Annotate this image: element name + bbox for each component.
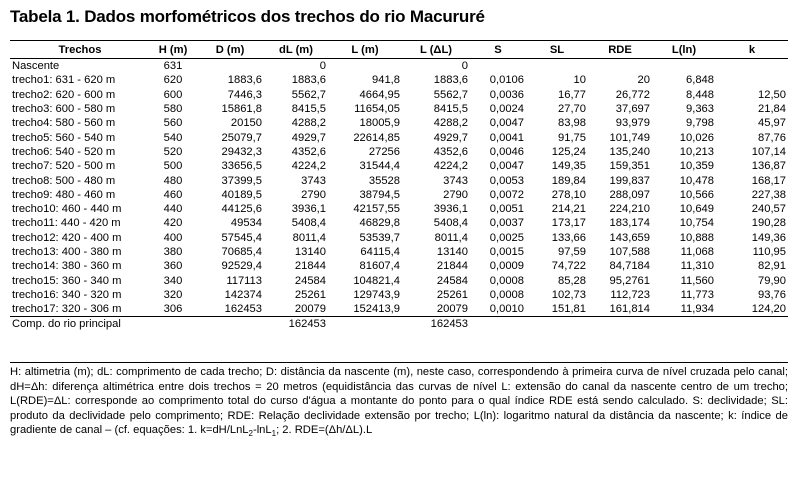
table-cell: 480 — [163, 174, 183, 187]
table-cell: 11654,05 — [354, 103, 400, 116]
table-row — [10, 145, 788, 159]
table-cell: 0,0008 — [489, 288, 524, 301]
table-cell: 85,28 — [558, 274, 586, 287]
table-cell: 10,649 — [679, 203, 714, 216]
table-cell: 125,24 — [551, 145, 586, 158]
table-cell: 104821,4 — [353, 274, 400, 287]
table-cell: 57545,4 — [221, 231, 262, 244]
row-label: trecho11: 440 - 420 m — [12, 217, 121, 230]
notes-tail: ; 2. RDE=(Δh/ΔL).L — [276, 424, 373, 437]
table-cell: 560 — [163, 117, 183, 130]
table-cell: 136,87 — [751, 160, 786, 173]
column-header: SL — [526, 41, 588, 59]
column-header: Trechos — [10, 41, 150, 59]
table-cell: 91,75 — [558, 131, 586, 144]
table-cell: 540 — [163, 131, 183, 144]
column-header: L (ΔL) — [402, 41, 470, 59]
row-label: trecho9: 480 - 460 m — [12, 188, 116, 201]
row-label: trecho3: 600 - 580 m — [12, 103, 116, 116]
table-row — [10, 130, 788, 144]
column-header: L(ln) — [652, 41, 716, 59]
table-cell: 143,659 — [609, 231, 650, 244]
table-cell: 214,21 — [551, 203, 586, 216]
table-cell: 10,213 — [679, 145, 714, 158]
table-cell: 4352,6 — [291, 145, 326, 158]
table-cell: 33656,5 — [221, 160, 262, 173]
table-cell: 0,0106 — [489, 74, 524, 87]
table-cell: 320 — [163, 288, 183, 301]
row-label: trecho1: 631 - 620 m — [12, 74, 116, 87]
row-label: trecho6: 540 - 520 m — [12, 145, 116, 158]
table-cell: 46829,8 — [359, 217, 400, 230]
table-row — [10, 273, 788, 287]
table-cell: 18005,9 — [359, 117, 400, 130]
table-cell: 87,76 — [758, 131, 786, 144]
table-cell: 38794,5 — [359, 188, 400, 201]
table-cell: 24584 — [436, 274, 468, 287]
table-cell: 74,722 — [551, 260, 586, 273]
table-row — [10, 73, 788, 87]
table-cell: 306 — [163, 303, 183, 316]
table-row — [10, 245, 788, 259]
table-cell: 13140 — [294, 246, 326, 258]
table-cell: 0,0051 — [489, 203, 524, 216]
table-cell: 4224,2 — [433, 160, 468, 173]
table-cell — [470, 317, 526, 332]
table-cell: 37399,5 — [221, 174, 262, 187]
table-cell: 107,14 — [751, 145, 786, 158]
table-cell: 7446,3 — [227, 88, 262, 101]
table-cell: 0,0046 — [489, 145, 524, 158]
table-row — [10, 88, 788, 102]
table-cell: 24584 — [294, 274, 326, 287]
table-row — [10, 231, 788, 245]
table-cell: 380 — [163, 246, 183, 258]
table-cell: 159,351 — [609, 160, 650, 173]
table-row — [10, 259, 788, 273]
row-label: trecho2: 620 - 600 m — [12, 88, 116, 101]
table-cell — [196, 59, 264, 74]
table-cell: 173,17 — [551, 217, 586, 230]
table-cell: 520 — [163, 145, 183, 158]
table-cell: 0,0015 — [489, 246, 524, 258]
table-cell: 0,0010 — [489, 303, 524, 316]
table-cell: 4929,7 — [291, 131, 326, 144]
table-cell: 11,560 — [680, 274, 714, 287]
table-cell: 0,0009 — [489, 260, 524, 273]
table-cell: 102,73 — [551, 288, 586, 301]
table-cell: 25261 — [436, 288, 468, 301]
table-cell: 35528 — [368, 174, 400, 187]
table-cell: 278,10 — [551, 188, 586, 201]
table-cell — [150, 317, 196, 332]
column-header: L (m) — [328, 41, 402, 59]
table-cell: 183,174 — [609, 217, 650, 230]
table-cell: 340 — [163, 274, 183, 287]
table-cell: 21,84 — [758, 103, 786, 116]
table-cell: 4929,7 — [433, 131, 468, 144]
table-cell: 42157,55 — [353, 203, 400, 216]
row-label: trecho15: 360 - 340 m — [12, 274, 122, 287]
column-header: k — [716, 41, 788, 59]
table-row — [10, 216, 788, 230]
table-cell: 0,0041 — [489, 131, 524, 144]
table-cell: 2790 — [443, 188, 468, 201]
table-cell: 15861,8 — [221, 103, 262, 116]
table-cell: 1883,6 — [291, 74, 326, 87]
row-label: trecho7: 520 - 500 m — [12, 160, 116, 173]
table-cell: 82,91 — [758, 260, 786, 273]
notes-mid: -lnL — [252, 424, 272, 437]
table-cell: 101,749 — [609, 131, 650, 144]
table-cell: 26,772 — [615, 88, 650, 101]
table-cell: 10,478 — [679, 174, 714, 187]
column-header: D (m) — [196, 41, 264, 59]
table-cell: 21844 — [294, 260, 326, 273]
table-cell: 149,36 — [751, 231, 786, 244]
table-cell: 93,979 — [615, 117, 650, 130]
table-cell: 117113 — [226, 274, 262, 287]
table-cell: 8011,4 — [292, 231, 326, 244]
table-cell: 81607,4 — [359, 260, 400, 273]
table-cell: 8,448 — [686, 88, 714, 101]
table-cell: 31544,4 — [359, 160, 400, 173]
table-cell — [652, 59, 716, 74]
morphometric-table — [10, 40, 788, 332]
table-row — [10, 202, 788, 216]
table-cell: 3743 — [443, 174, 468, 187]
table-cell: 400 — [163, 231, 183, 244]
table-cell: 8415,5 — [291, 103, 326, 116]
table-cell: 420 — [163, 217, 183, 230]
table-cell: 20079 — [436, 303, 468, 316]
table-cell: 27,70 — [558, 103, 586, 116]
table-cell: 6,848 — [686, 74, 714, 87]
table-cell: 70685,4 — [221, 246, 262, 258]
row-label: Nascente — [12, 60, 60, 73]
table-cell: 1883,6 — [433, 74, 468, 87]
table-title: Tabela 1. Dados morfométricos dos trechos do rio Macururé — [10, 7, 485, 26]
table-cell: 92529,4 — [221, 260, 262, 273]
table-cell: 0 — [461, 60, 468, 73]
table-row — [10, 59, 788, 74]
table-cell: 0,0008 — [489, 274, 524, 287]
table-cell: 620 — [163, 74, 183, 87]
row-label: trecho16: 340 - 320 m — [12, 288, 122, 301]
table-cell: 27256 — [368, 145, 400, 158]
table-cell: 20079 — [294, 303, 326, 316]
table-cell: 0,0037 — [489, 217, 524, 230]
table-cell: 25261 — [294, 288, 326, 301]
row-label: trecho5: 560 - 540 m — [12, 131, 116, 144]
table-row — [10, 116, 788, 130]
notes-sub-1: 1 — [271, 429, 277, 439]
table-cell: 29432,3 — [221, 145, 262, 158]
row-label: trecho13: 400 - 380 m — [12, 246, 122, 258]
table-cell: 37,697 — [615, 103, 650, 116]
table-cell: 112,723 — [610, 288, 650, 301]
column-header: H (m) — [150, 41, 196, 59]
table-cell: 0 — [319, 60, 326, 73]
table-cell — [588, 59, 652, 74]
table-cell: 8415,5 — [433, 103, 468, 116]
table-cell — [328, 317, 402, 332]
table-cell — [716, 317, 788, 332]
table-cell: 95,2761 — [609, 274, 650, 287]
table-row — [10, 159, 788, 173]
table-cell: 10 — [573, 74, 586, 87]
table-cell: 10,888 — [679, 231, 714, 244]
table-cell: 11,310 — [680, 260, 714, 273]
table-cell: 240,57 — [751, 203, 786, 216]
table-cell: 79,90 — [758, 274, 786, 287]
table-cell: 0,0047 — [489, 117, 524, 130]
table-cell: 4352,6 — [433, 145, 468, 158]
table-cell: 9,363 — [686, 103, 714, 116]
notes-text: H: altimetria (m); dL: comprimento de cada trecho; D: distância da nascente (m), neste caso, correspondendo à primeira curva de nível cruzada pelo canal; dH=Δh: diferença altimétrica entre dois trechos = 20 metros (equidistância das curvas de nível L: extensão do canal da nascente centro de um trecho; L(RDE)=ΔL: corresponde ao comprimento total do curso d'água a montante do ponto para o qual índice RDE está sendo calculado. S: declividade; SL: produto da declividade pelo comprimento; RDE: Relação declividade extensão por trecho; L(ln): logaritmo natural da distância da nascente; k: índice de gradiente de canal – (cf. equações: 1. k=dH/LnL — [10, 366, 788, 437]
table-cell: 580 — [163, 103, 183, 116]
column-header: dL (m) — [264, 41, 328, 59]
table-cell: 152413,9 — [353, 303, 400, 316]
table-cell — [716, 73, 788, 87]
column-header: S — [470, 41, 526, 59]
table-cell: 20 — [637, 74, 650, 87]
table-cell: 1883,6 — [227, 74, 262, 87]
table-cell: 161,814 — [609, 303, 650, 316]
table-cell — [328, 59, 402, 74]
table-cell: 135,240 — [609, 145, 650, 158]
table-cell: 3936,1 — [291, 203, 326, 216]
table-cell: 168,17 — [751, 174, 786, 187]
column-header: RDE — [588, 41, 652, 59]
table-cell — [526, 317, 588, 332]
table-cell: 600 — [163, 88, 183, 101]
row-label: trecho4: 580 - 560 m — [12, 117, 116, 130]
table-cell: 631 — [163, 60, 183, 73]
table-row — [10, 302, 788, 317]
table-cell: 45,97 — [758, 117, 786, 130]
header-row — [10, 41, 788, 59]
table-row — [10, 317, 788, 332]
table-cell: 189,84 — [551, 174, 586, 187]
table-cell: 11,068 — [680, 246, 714, 258]
table-cell: 440 — [163, 203, 183, 216]
table-cell: 5408,4 — [291, 217, 326, 230]
table-cell: 199,837 — [609, 174, 650, 187]
table-cell: 190,28 — [751, 217, 786, 230]
table-cell: 93,76 — [758, 288, 786, 301]
table-row — [10, 288, 788, 302]
table-cell: 8011,4 — [434, 231, 468, 244]
table-cell: 49534 — [230, 217, 262, 230]
table-notes — [10, 362, 788, 442]
table-cell: 149,35 — [551, 160, 586, 173]
table-cell: 151,81 — [551, 303, 586, 316]
table-cell: 16,77 — [558, 88, 586, 101]
table-row — [10, 102, 788, 116]
table-cell: 162453 — [224, 303, 262, 316]
table-cell: 4288,2 — [433, 117, 468, 130]
table-cell: 5562,7 — [433, 88, 468, 101]
table-cell: 142374 — [224, 288, 262, 301]
row-label: trecho14: 380 - 360 m — [12, 260, 122, 273]
table-cell: 162453 — [264, 317, 328, 332]
table-cell: 360 — [163, 260, 183, 273]
table-cell: 21844 — [436, 260, 468, 273]
table-row — [10, 188, 788, 202]
row-label: trecho10: 460 - 440 m — [12, 203, 122, 216]
table-cell: 2790 — [301, 188, 326, 201]
table-cell: 11,934 — [680, 303, 714, 316]
table-cell: 0,0025 — [489, 231, 524, 244]
table-cell: 11,773 — [680, 288, 714, 301]
table-cell: 460 — [163, 188, 183, 201]
table-cell — [196, 317, 264, 332]
table-row — [10, 173, 788, 187]
row-label: Comp. do rio principal — [10, 317, 150, 332]
table-cell — [652, 317, 716, 332]
table-cell — [470, 59, 526, 74]
table-cell: 22614,85 — [353, 131, 400, 144]
table-cell: 44125,6 — [221, 203, 262, 216]
table-cell: 9,798 — [686, 117, 714, 130]
table-cell: 64115,4 — [360, 246, 400, 258]
table-cell: 162453 — [402, 317, 470, 332]
table-cell: 110,95 — [752, 246, 786, 258]
table-cell: 10,026 — [679, 131, 714, 144]
table-cell: 4288,2 — [291, 117, 326, 130]
table-cell: 224,210 — [609, 203, 650, 216]
table-cell: 0,0072 — [489, 188, 524, 201]
table-cell: 941,8 — [372, 74, 400, 87]
table-cell: 129743,9 — [353, 288, 400, 301]
table-cell: 84,7184 — [609, 260, 650, 273]
table-cell: 97,59 — [558, 246, 586, 258]
table-cell: 133,66 — [551, 231, 586, 244]
table-cell: 4224,2 — [291, 160, 326, 173]
table-cell: 13140 — [436, 246, 468, 258]
table-cell: 124,20 — [751, 303, 786, 316]
table-cell: 0,0036 — [489, 88, 524, 101]
table-body — [10, 59, 788, 332]
table-cell: 227,38 — [751, 188, 786, 201]
table-cell: 0,0047 — [489, 160, 524, 173]
table-cell: 20150 — [230, 117, 262, 130]
notes-sub-2: 2 — [248, 429, 253, 439]
table-cell: 5408,4 — [433, 217, 468, 230]
table-cell: 3743 — [301, 174, 326, 187]
table-cell: 5562,7 — [291, 88, 326, 101]
table-cell: 10,754 — [679, 217, 714, 230]
row-label: trecho17: 320 - 306 m — [12, 303, 122, 316]
table-cell: 107,588 — [609, 246, 650, 258]
row-label: trecho8: 500 - 480 m — [12, 174, 116, 187]
table-cell: 0,0024 — [489, 103, 524, 116]
table-cell: 10,566 — [679, 188, 714, 201]
table-cell: 288,097 — [609, 188, 650, 201]
table-cell — [526, 59, 588, 74]
table-cell: 40189,5 — [221, 188, 262, 201]
table-cell: 53539,7 — [359, 231, 400, 244]
table-cell: 12,50 — [758, 88, 786, 101]
table-cell: 4664,95 — [359, 88, 400, 101]
table-cell: 500 — [163, 160, 183, 173]
table-cell — [716, 59, 788, 74]
table-cell: 83,98 — [558, 117, 586, 130]
table-cell: 3936,1 — [433, 203, 468, 216]
row-label: trecho12: 420 - 400 m — [12, 231, 122, 244]
table-cell: 25079,7 — [221, 131, 262, 144]
table-cell — [588, 317, 652, 332]
table-cell: 10,359 — [679, 160, 714, 173]
table-cell: 0,0053 — [489, 174, 524, 187]
